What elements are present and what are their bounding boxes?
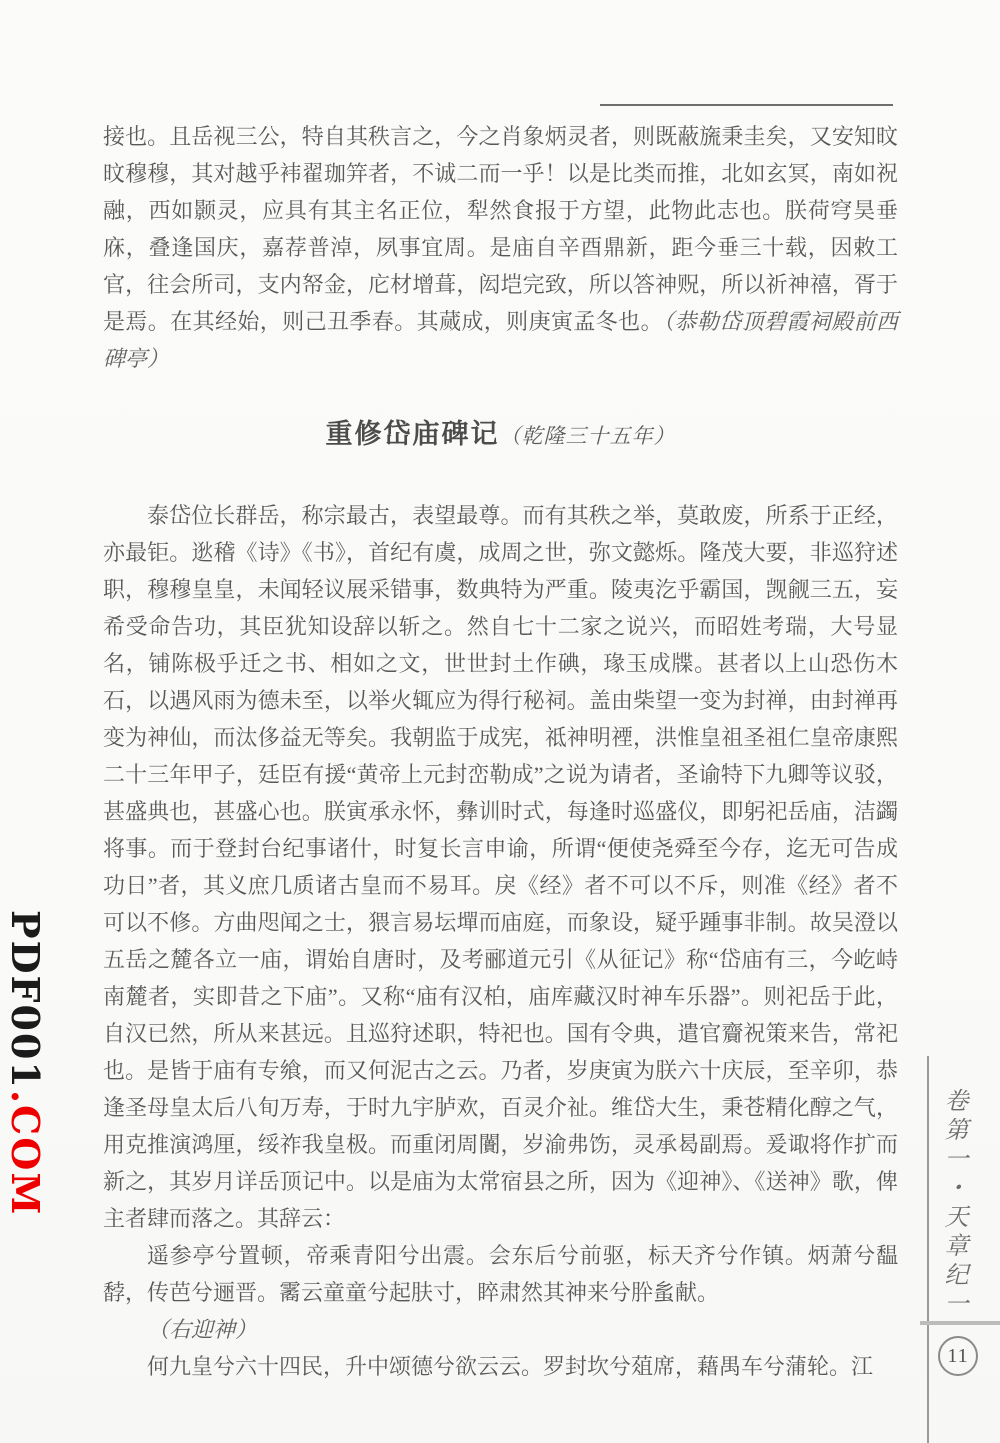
watermark [3,910,48,1217]
sidebar-vertical-rule [927,1056,929,1443]
paragraph [103,1348,898,1385]
watermark-text-black: PDF001 [3,910,48,1090]
kai-text-segment: （恭勒岱顶碧霞祠殿前西碑亭） [103,309,898,371]
footer-divider-band [920,1321,1000,1325]
volume-side-label: 卷第一・天章纪一 [940,1088,966,1320]
page-number-badge [938,1336,978,1376]
paragraph [103,1237,898,1311]
text-segment: 重修岱庙碑记 [325,419,500,449]
kai-text-segment: （右迎神） [147,1317,258,1342]
watermark-text-red: .COM [3,1089,48,1217]
paragraph [103,118,898,377]
document-body [103,118,898,1385]
text-segment: 泰岱位长群岳，称宗最古，表望最尊。而有其秩之举，莫敢废，所系于正经，亦最钜。逖稽《诗》《书》，首纪有虞，成周之世，弥文懿烁。隆茂大要，非巡狩述职，穆穆皇皇，未闻轻议展采错事，数典特为严重。陵夷汔乎霸国，觊觎三五，妄希受命告功，其臣犹知设辞以斩之。然自七十二家之说兴，而昭姓考瑞，大号显名，铺陈极乎迁之书、相如之文，世世封土作碘，瑑玉成牒。甚者以上山恐伤木石，以遇风雨为德未至，以举火辄应为得行秘祠。盖由柴望一变为封禅，由封禅再变为神仙，而汰侈益无等矣。我朝监于成宪，祗神明禋，洪惟皇祖圣祖仁皇帝康熙二十三年甲子，廷臣有援“黄帝上元封峦勒成”之说为请者，圣谕特下九卿等议驳，甚盛典也，甚盛心也。朕寅承永怀，彝训时式，每逢时巡盛仪，即躬祀岳庙，洁蠲将事。而于登封台纪事诸什，时复长言申谕，所谓“便使尧舜至今存，迄无可告成功日”者，其义庶几质诸古皇而不易耳。戾《经》者不可以不斥，则准《经》者不可以不修。方曲咫闻之士，猥言易坛墠而庙庭，而象设，疑乎踵事非制。故吴澄以五岳之麓各立一庙，谓始自唐时，及考郦道元引《从征记》称“岱庙有三，今屹峙南麓者，实即昔之下庙”。又称“庙有汉柏，庙库藏汉时神车乐器”。则祀岳于此，自汉已然，所从来甚远。且巡狩述职，特祀也。国有令典，遣官齎祝策来告，常祀也。是皆于庙有专飨，而又何泥古之云。乃者，岁庚寅为朕六十庆辰，至辛卯，恭逢圣母皇太后八旬万寿，于时九宇胪欢，百灵介祉。维岱大生，秉苍精化醇之气，用克推演鸿厘，绥祚我皇极。而重闭周闠，岁渝弗饬，灵承曷副焉。爰诹将作扩而新之，其岁月详岳顶记中。以是庙为太常宿县之所，因为《迎神》、《送神》歌，俾主者肆而落之。其辞云： [103,503,898,1231]
text-segment: 何九皇兮六十四民，升中颂德兮欲云云。罗封坎兮葅席，藉禺车兮蒲轮。江 [147,1354,874,1379]
paragraph [103,497,898,1237]
text-segment: 遥参亭兮置顿，帝乘青阳兮出震。会东后兮前驱，标天齐兮作镇。炳萧兮馧馞，传芭兮逦晋。霱云童童兮起肤寸，睟肃然其神来兮肸蚃献。 [103,1243,898,1305]
header-divider-rule [600,104,893,106]
text-segment: 接也。且岳视三公，特自其秩言之，今之肖象炳灵者，则既蔽旒秉圭矣，又安知旼旼穆穆，其对越乎袆翟珈笄者，不诚二而一乎！以是比类而推，北如玄冥，南如祝融，西如颢灵，应具有其主名正位，犁然食报于方望，此物此志也。朕荷穹昊垂庥，叠逢国庆，嘉荐普淖，夙事宜周。是庙自辛酉鼎新，距今垂三十载，因敕工官，往会所司，支内帑金，庀材增葺，闳垲完致，所以答神贶，所以祈神禧，胥于是焉。在其经始，则己丑季春。其蒇成，则庚寅孟冬也。 [103,124,898,334]
kai-text-segment: （乾隆三十五年） [499,424,676,448]
section-title [103,417,898,453]
paragraph [103,1311,898,1348]
page-number: 11 [947,1344,969,1367]
